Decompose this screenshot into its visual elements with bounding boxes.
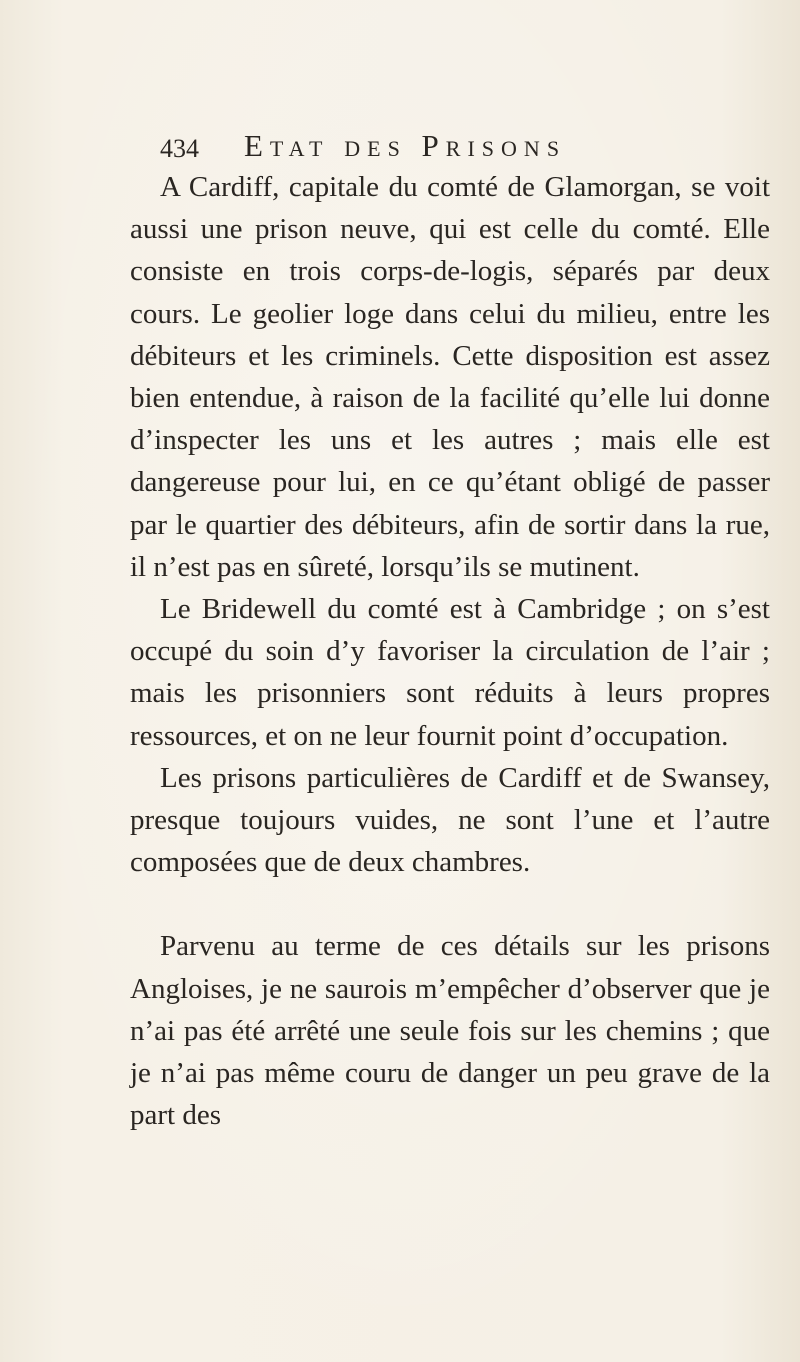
paragraph-particular-prisons: Les prisons particulières de Cardiff et de Swansey, presque toujours vuides, ne sont l’une et l’autre composées que de deux chambres. [130,761,770,879]
paragraph-bridewell: Le Bridewell du comté est à Cambridge ; on s’est occupé du soin d’y favoriser la circulation de l’air ; mais les prisonniers sont réduits à leurs propres ressources, et on ne leur fournit point d’occupation. [130,593,770,752]
running-title: Etat des Prisons [244,128,567,163]
paragraph-conclusion: Parvenu au terme de ces détails sur les prisons Angloises, je ne saurois m’empêcher d’observer que je n’ai pas été arrêté une seule fois sur les chemins ; que je n’ai pas même couru de danger un peu grave de la part des [130,930,770,1132]
page-number: 434 [160,134,199,163]
paragraph-cardiff-prison: A Cardiff, capitale du comté de Glamorgan, se voit aussi une prison neuve, qui est celle du comté. Elle consiste en trois corps-de-logis, séparés par deux cours. Le geolier loge dans celui du milieu, entre les débiteurs et les criminels. Cette disposition est assez bien entendue, à raison de la facilité qu’elle lui donne d’inspecter les uns et les autres ; mais elle est dangereuse pour lui, en ce qu’étant obligé de passer par le quartier des débiteurs, afin de sortir dans la rue, il n’est pas en sûreté, lorsqu’ils se mutinent. [130,171,770,583]
body-text [130,166,770,1136]
